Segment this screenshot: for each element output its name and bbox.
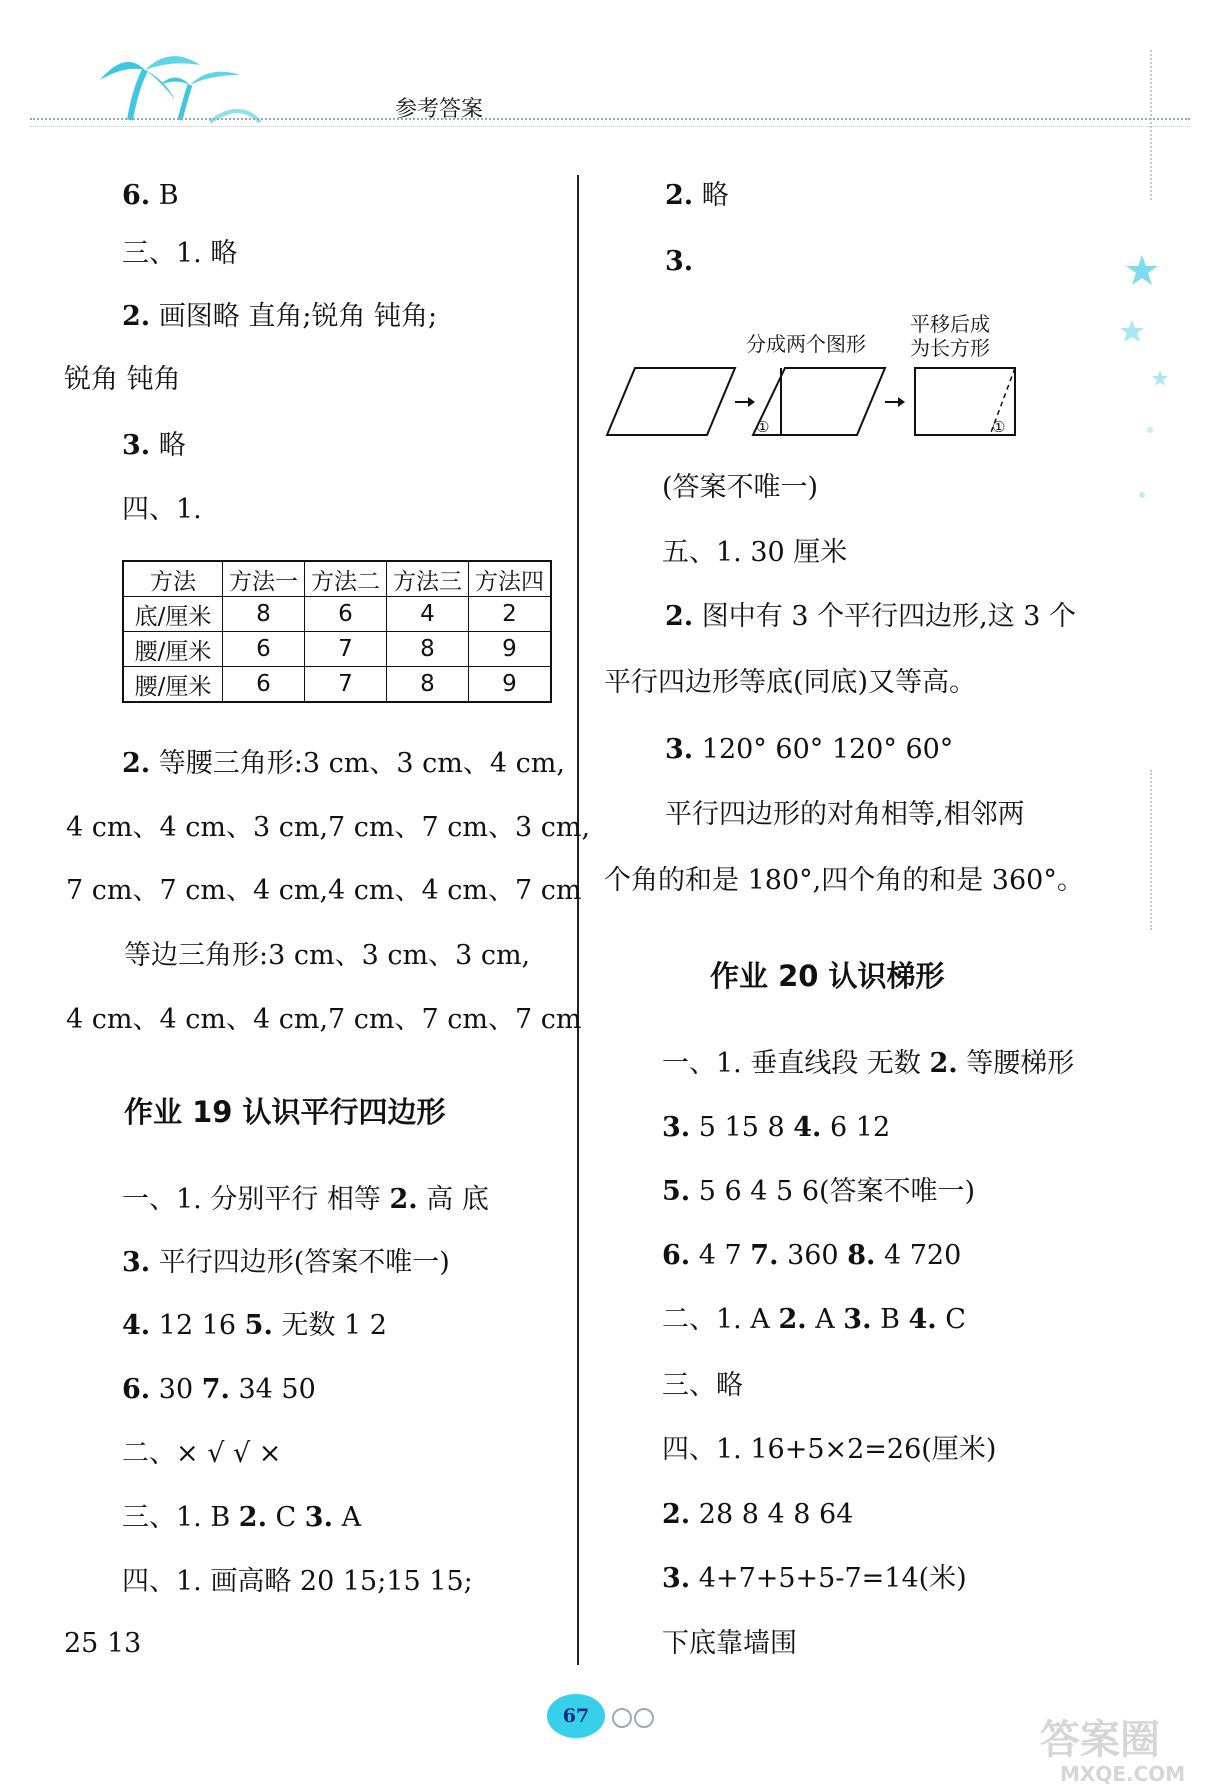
figure-label: 平移后成 为长方形 [910,312,990,360]
table-row [123,667,551,703]
page-number: 67 [547,1694,605,1738]
column-divider [577,175,579,1665]
parallelogram-figure [605,360,1025,442]
table-cell: 9 [469,632,552,667]
answer-line: 二、1. A 2. A 3. B 4. C [662,1304,966,1335]
answer-line: 2. 图中有 3 个平行四边形,这 3 个 [665,601,1077,632]
page-dot-icon [634,1708,654,1728]
table-header-cell: 方法四 [469,561,552,597]
header-title: 参考答案 [395,97,484,122]
table-cell: 6 [223,632,305,667]
answer-line: 2. 等腰三角形:3 cm、3 cm、4 cm, [122,748,565,779]
answer-line: 4 cm、4 cm、4 cm,7 cm、7 cm、7 cm [66,1004,582,1035]
table-cell: 4 [387,597,469,632]
answer-line: 一、1. 分别平行 相等 2. 高 底 [122,1184,489,1215]
table-header-cell: 方法二 [305,561,387,597]
table-cell: 6 [223,667,305,703]
answer-line: 四、1. 16+5×2=26(厘米) [662,1434,997,1465]
answer-line: 五、1. 30 厘米 [662,537,848,568]
answer-line: 5. 5 6 4 5 6(答案不唯一) [662,1176,976,1207]
table-row [123,632,551,667]
table-cell: 8 [223,597,305,632]
section-title: 作业 19 认识平行四边形 [124,1095,446,1129]
answer-line: 平行四边形等底(同底)又等高。 [604,667,977,698]
table-cell: 6 [305,597,387,632]
answer-line: 等边三角形:3 cm、3 cm、3 cm, [124,940,531,971]
answer-line: 下底靠墙围 [662,1628,797,1659]
figure-label: 分成两个图形 [746,332,866,356]
table-cell: 8 [387,667,469,703]
page-dot-icon [612,1708,632,1728]
answer-line: 6. 30 7. 34 50 [122,1374,316,1405]
answer-line: 6. 4 7 7. 360 8. 4 720 [662,1240,962,1271]
answer-line: 三、1. B 2. C 3. A [122,1502,362,1533]
methods-table [122,560,552,703]
table-cell: 8 [387,632,469,667]
answer-line: 3. 平行四边形(答案不唯一) [122,1247,450,1278]
answer-line: (答案不唯一) [662,472,819,503]
palm-tree-logo [90,40,270,130]
margin-dots [1150,770,1152,930]
table-header-cell: 方法 [123,561,223,597]
answer-line: 三、略 [662,1370,743,1401]
answer-line: 3. 略 [122,430,186,461]
answer-line: 四、1. [122,494,202,525]
watermark-logo: 答案圈 [1040,1717,1160,1763]
table-cell: 7 [305,667,387,703]
table-header-cell: 方法一 [223,561,305,597]
header-rule-secondary [30,126,1190,127]
figure-mark: ① [756,418,770,436]
answer-line: 四、1. 画高略 20 15;15 15; [122,1566,473,1597]
watermark-url: MXQE.COM [1060,1762,1186,1786]
table-cell: 腰/厘米 [123,667,223,703]
header-rule [30,118,1190,120]
answer-line: 2. 略 [665,180,729,211]
answer-line: 6. B [122,180,179,211]
answer-line: 4 cm、4 cm、3 cm,7 cm、7 cm、3 cm, [66,812,591,843]
answer-line: 平行四边形的对角相等,相邻两 [665,799,1025,830]
answer-line: 3. 5 15 8 4. 6 12 [662,1112,891,1143]
table-cell: 9 [469,667,552,703]
answer-line: 3. 120° 60° 120° 60° [665,734,954,765]
table-cell: 腰/厘米 [123,632,223,667]
figure-mark: ① [992,418,1006,436]
answer-line: 一、1. 垂直线段 无数 2. 等腰梯形 [662,1048,1075,1079]
answer-line: 锐角 钝角 [64,364,181,395]
answer-line: 个角的和是 180°,四个角的和是 360°。 [604,865,1084,896]
table-row [123,597,551,632]
section-title: 作业 20 认识梯形 [710,959,945,993]
table-row [123,561,551,597]
answer-line: 25 13 [64,1628,142,1659]
table-cell: 7 [305,632,387,667]
answer-line: 2. 画图略 直角;锐角 钝角; [122,301,438,332]
answer-line: 7 cm、7 cm、4 cm,4 cm、4 cm、7 cm [66,875,582,906]
answer-line: 二、× √ √ × [122,1438,282,1469]
answer-line: 三、1. 略 [122,238,238,269]
margin-dots-top [1150,50,1152,200]
table-cell: 底/厘米 [123,597,223,632]
table-cell: 2 [469,597,552,632]
answer-line: 3. 4+7+5+5-7=14(米) [662,1563,967,1594]
star-decoration-icon [1120,250,1180,510]
answer-line: 2. 28 8 4 8 64 [662,1499,854,1530]
answer-line: 4. 12 16 5. 无数 1 2 [122,1310,387,1341]
table-header-cell: 方法三 [387,561,469,597]
answer-line: 3. [665,246,694,277]
